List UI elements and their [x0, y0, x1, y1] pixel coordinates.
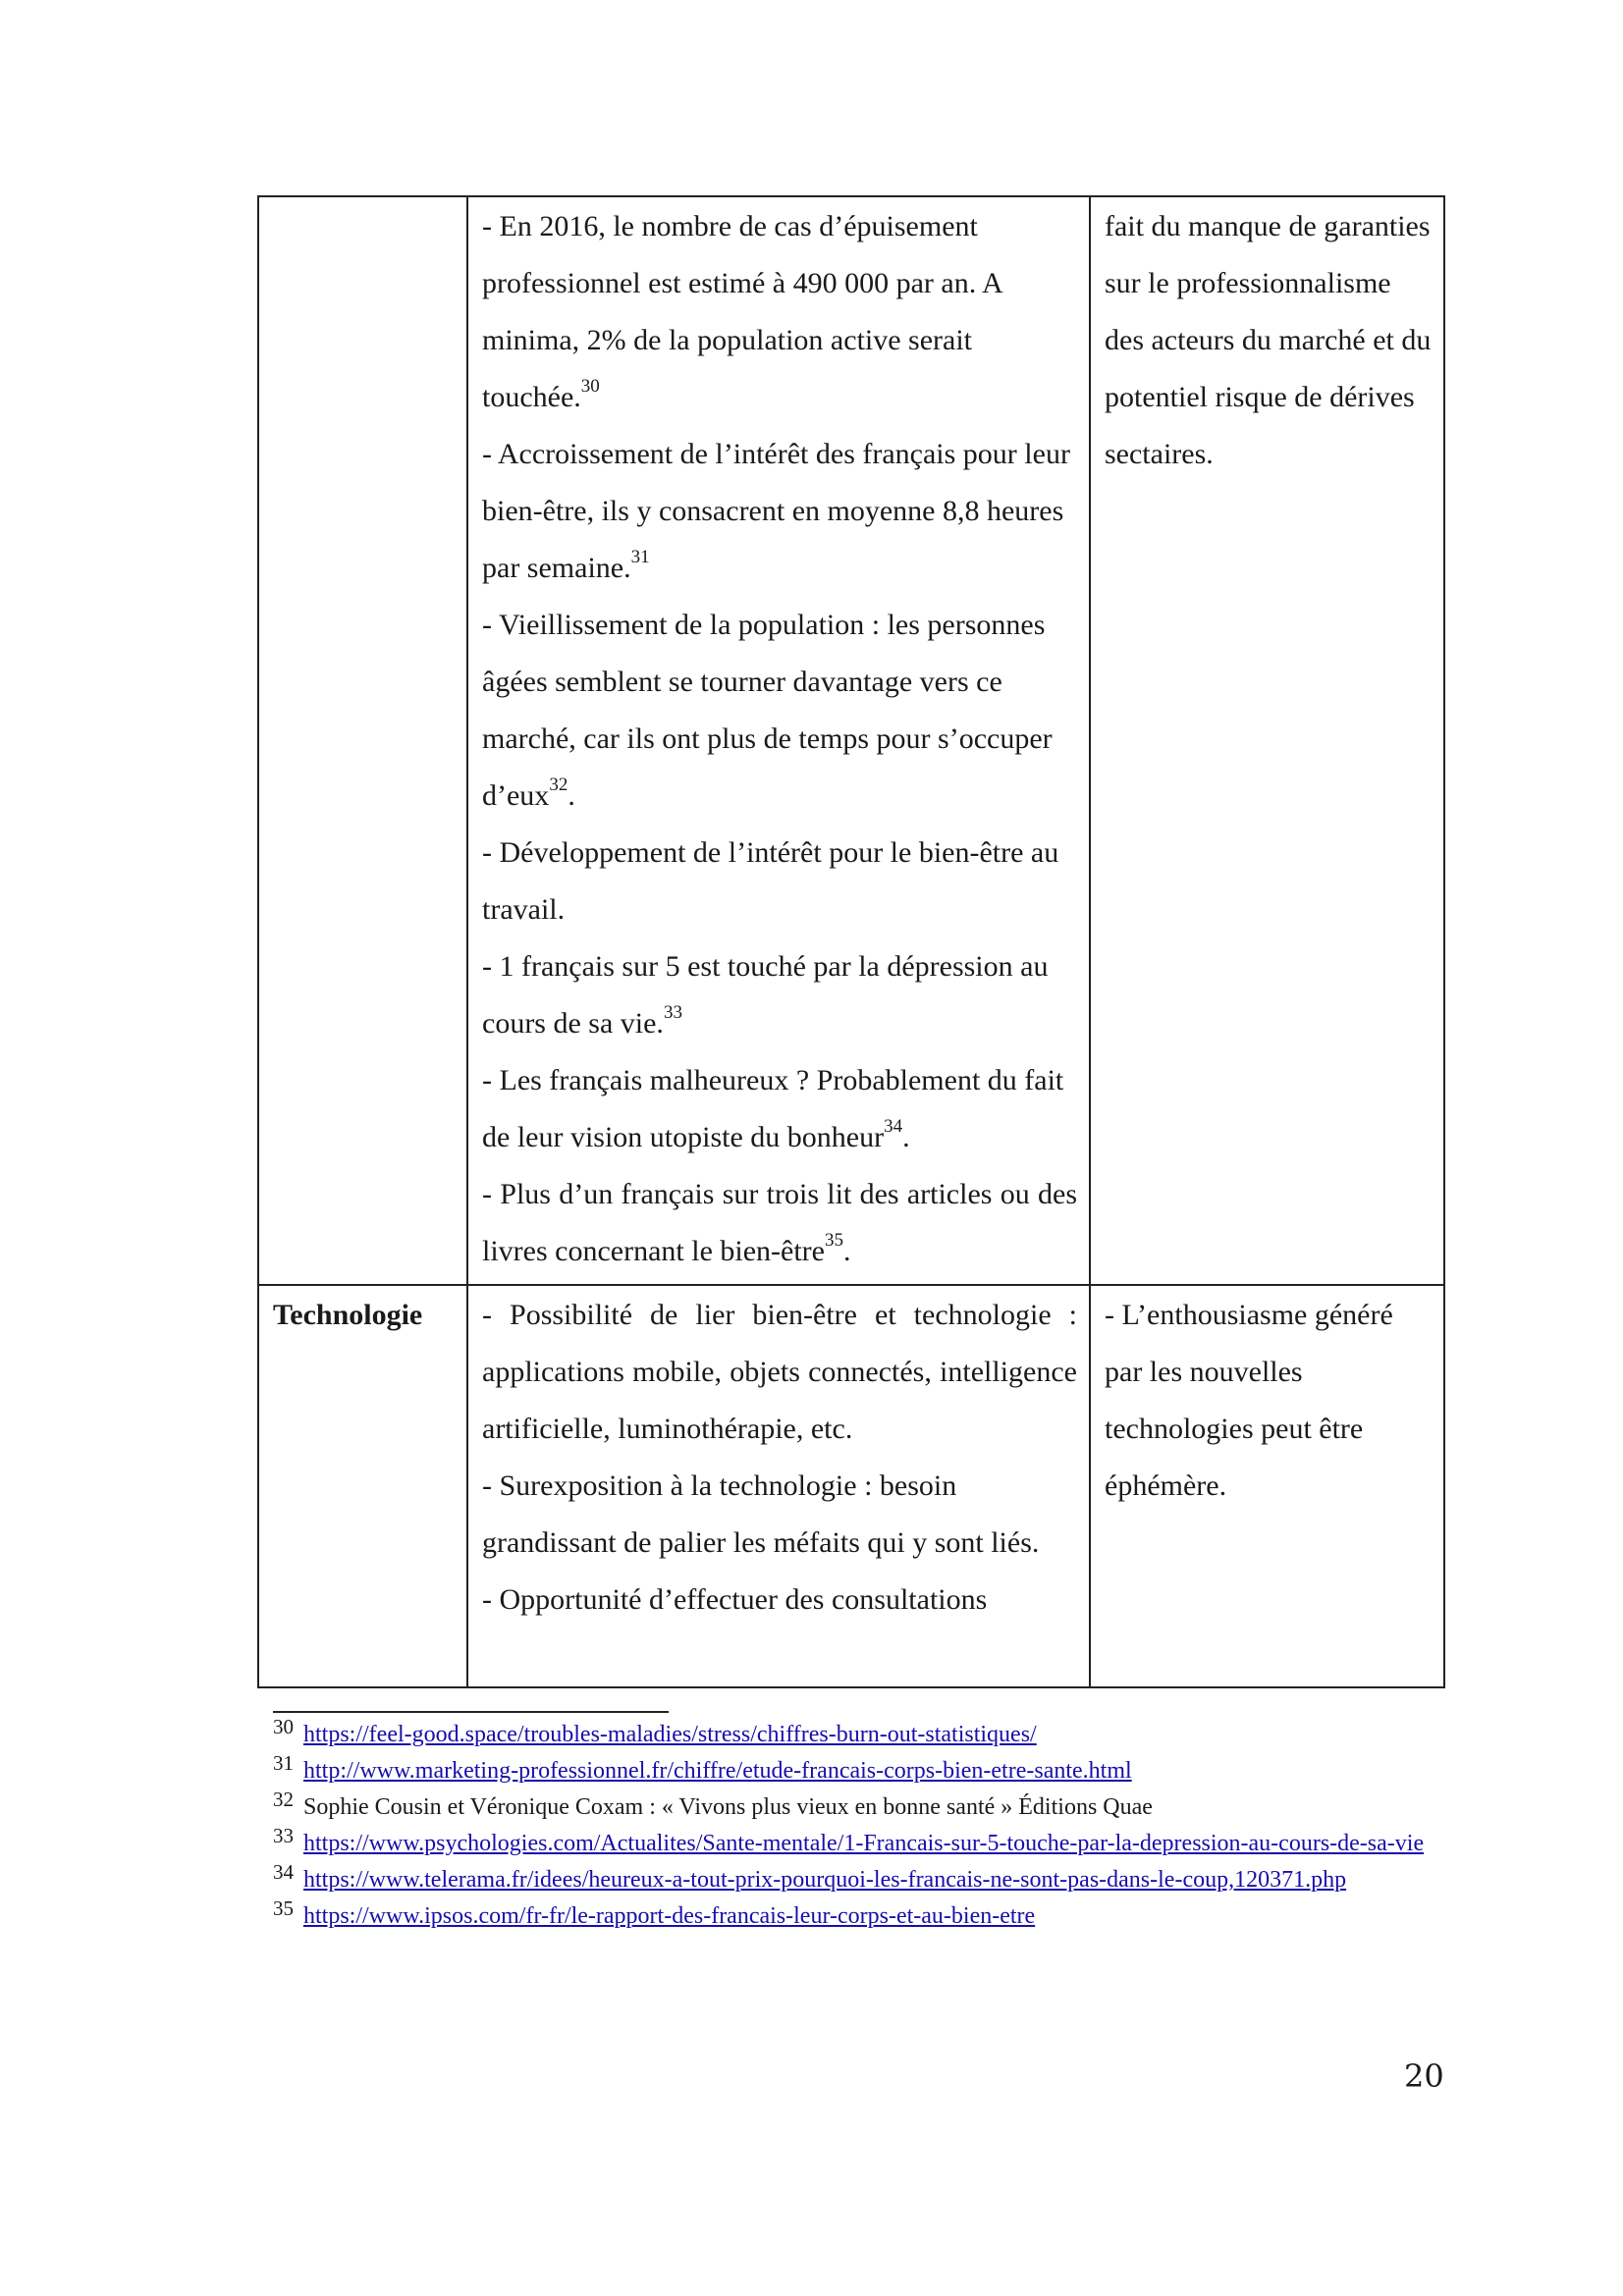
footnote-number: 30	[273, 1715, 294, 1738]
footnote-citation: Sophie Cousin et Véronique Coxam : « Vivons plus vieux en bonne santé » Éditions Quae	[303, 1794, 1153, 1820]
footnote	[273, 1824, 1432, 1858]
factor-cell	[258, 196, 467, 1285]
detail-item: - Plus d’un français sur trois lit des articles ou des livres concernant le bien-être$^{35}$.	[482, 1178, 1077, 1267]
detail-item: - Accroissement de l’intérêt des français pour leur bien-être, ils y consacrent en moyenne 8,8 heures par semaine.$^{31}$	[482, 438, 1070, 584]
footnote-number: 32	[273, 1788, 294, 1811]
footnote-number: 31	[273, 1751, 294, 1775]
limits-cell: fait du manque de garanties sur le professionnalisme des acteurs du marché et du potentiel risque de dérives sectaires.	[1090, 196, 1444, 1285]
detail-item: - Surexposition à la technologie : besoin grandissant de palier les méfaits qui y sont liés.	[482, 1469, 1040, 1559]
footnote-link[interactable]: https://www.psychologies.com/Actualites/Sante-mentale/1-Francais-sur-5-touche-par-la-depression-au-cours-de-sa-vie	[303, 1831, 1425, 1856]
factor-cell: Technologie	[258, 1285, 467, 1687]
footnote	[273, 1896, 1432, 1931]
details-cell	[467, 1285, 1090, 1687]
footnote-ref[interactable]: 32	[549, 774, 568, 795]
table-row-technologie	[258, 1285, 1444, 1687]
footnote-ref[interactable]: 30	[580, 376, 600, 397]
footnote-number: 35	[273, 1896, 294, 1920]
footnote-number: 33	[273, 1824, 294, 1847]
detail-item: - En 2016, le nombre de cas d’épuisement professionnel est estimé à 490 000 par an. A minima, 2% de la population active serait touchée.$^{30}$	[482, 210, 1002, 413]
detail-item: - 1 français sur 5 est touché par la dépression au cours de sa vie.$^{33}$	[482, 950, 1049, 1040]
limits-cell: - L’enthousiasme généré par les nouvelles technologies peut être éphémère.	[1090, 1285, 1444, 1687]
footnote-link[interactable]: https://feel-good.space/troubles-maladies/stress/chiffres-burn-out-statistiques/	[303, 1722, 1037, 1747]
detail-item: - Opportunité d’effectuer des consultations	[482, 1583, 988, 1616]
detail-item: - Vieillissement de la population : les personnes âgées semblent se tourner davantage vers ce marché, car ils ont plus de temps pour s’occuper d’eux$^{32}$.	[482, 609, 1053, 812]
footnote-link[interactable]: https://www.telerama.fr/idees/heureux-a-tout-prix-pourquoi-les-francais-ne-sont-pas-dans-le-coup,120371.php	[303, 1867, 1347, 1893]
detail-item: - Possibilité de lier bien-être et technologie : applications mobile, objets connectés, intelligence artificielle, luminothérapie, etc.	[482, 1299, 1077, 1445]
detail-item: - Développement de l’intérêt pour le bien-être au travail.	[482, 836, 1059, 926]
table-row-societal	[258, 196, 1444, 1285]
footnote-ref[interactable]: 33	[663, 1002, 682, 1023]
footnote-number: 34	[273, 1860, 294, 1884]
detail-item: - Les français malheureux ? Probablement du fait de leur vision utopiste du bonheur$^{34}$.	[482, 1064, 1064, 1153]
footnote-link[interactable]: https://www.ipsos.com/fr-fr/le-rapport-des-francais-leur-corps-et-au-bien-etre	[303, 1903, 1036, 1929]
footnote-ref[interactable]: 34	[884, 1116, 903, 1137]
page-number: 20	[1404, 2057, 1444, 2095]
pestel-table	[257, 195, 1445, 1688]
footnote	[273, 1860, 1432, 1895]
footnote-link[interactable]: http://www.marketing-professionnel.fr/chiffre/etude-francais-corps-bien-etre-sante.html	[303, 1758, 1132, 1784]
footnote-separator	[273, 1711, 669, 1713]
footnote	[273, 1788, 1432, 1822]
footnotes	[273, 1715, 1432, 1938]
footnote	[273, 1751, 1432, 1786]
footnote-ref[interactable]: 31	[630, 547, 650, 567]
footnote-ref[interactable]: 35	[824, 1230, 843, 1251]
details-cell	[467, 196, 1090, 1285]
footnote	[273, 1715, 1432, 1749]
